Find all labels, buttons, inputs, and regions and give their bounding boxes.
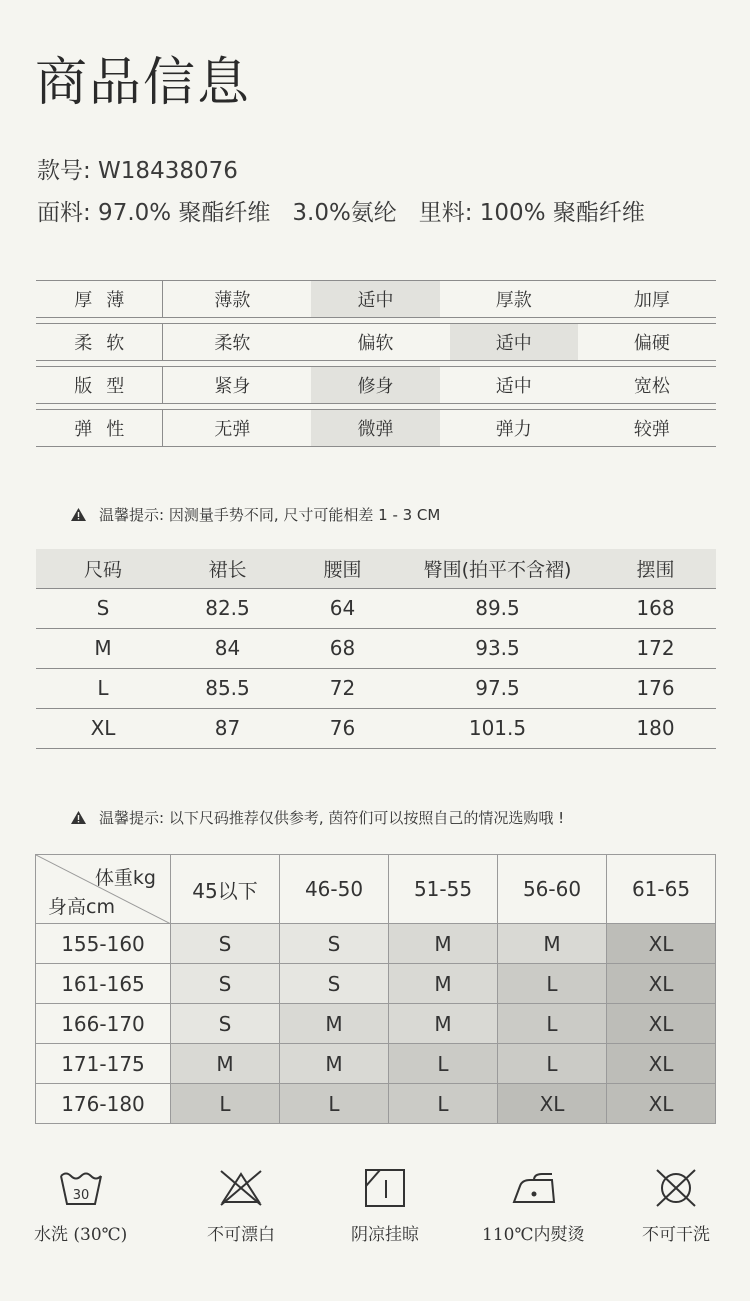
- table-cell: S: [36, 588, 170, 628]
- warning-icon: [70, 810, 87, 825]
- property-option: 适中: [495, 376, 532, 397]
- property-option-selected: 微弹: [311, 410, 439, 446]
- weight-column-header: 51-55: [389, 855, 498, 924]
- table-row: [36, 1084, 716, 1124]
- shade-dry-icon: [362, 1168, 408, 1208]
- size-cell: M: [389, 964, 498, 1004]
- recommend-header: [36, 855, 716, 924]
- table-cell: 85.5: [170, 668, 285, 708]
- table-cell: 180: [595, 708, 716, 748]
- table-cell: 176: [595, 668, 716, 708]
- size-cell: L: [498, 1004, 607, 1044]
- diagonal-header-cell: [36, 855, 171, 924]
- size-cell: L: [389, 1044, 498, 1084]
- property-option: 薄款: [214, 290, 251, 311]
- table-cell: XL: [36, 708, 170, 748]
- weight-column-header: 56-60: [498, 855, 607, 924]
- size-cell: M: [280, 1044, 389, 1084]
- size-cell: M: [280, 1004, 389, 1044]
- care-label: 不可干洗: [642, 1225, 710, 1245]
- size-cell: S: [171, 964, 280, 1004]
- table-row: [36, 628, 716, 668]
- table-cell: 68: [285, 628, 400, 668]
- property-option: 厚款: [495, 290, 532, 311]
- header-size: 尺码: [36, 549, 170, 588]
- care-iron: [482, 1168, 584, 1245]
- size-cell: L: [280, 1084, 389, 1124]
- header-length: 裙长: [170, 549, 285, 588]
- table-cell: 97.5: [400, 668, 595, 708]
- care-bleach: [207, 1168, 275, 1245]
- table-cell: 101.5: [400, 708, 595, 748]
- property-label: 弹性: [36, 410, 163, 446]
- care-label: 阴凉挂晾: [351, 1225, 419, 1245]
- table-cell: 76: [285, 708, 400, 748]
- fabric-composition: 面料: 97.0% 聚酯纤维 3.0%氨纶 里料: 100% 聚酯纤维: [37, 200, 645, 226]
- care-wash: [34, 1168, 127, 1245]
- care-label: 不可漂白: [207, 1225, 275, 1245]
- table-cell: 87: [170, 708, 285, 748]
- property-option-selected: 修身: [311, 367, 439, 403]
- weight-label: 体重kg: [94, 867, 156, 889]
- table-row: [36, 1004, 716, 1044]
- size-cell: L: [171, 1084, 280, 1124]
- size-cell: L: [389, 1084, 498, 1124]
- wash-30-icon: [58, 1168, 104, 1208]
- table-cell: 72: [285, 668, 400, 708]
- table-cell: 89.5: [400, 588, 595, 628]
- size-recommendation-table: [35, 854, 716, 1124]
- size-cell: M: [389, 1004, 498, 1044]
- size-cell: S: [280, 964, 389, 1004]
- property-label: 柔软: [36, 324, 163, 360]
- size-cell: XL: [607, 1044, 716, 1084]
- size-cell: L: [498, 1044, 607, 1084]
- table-cell: 64: [285, 588, 400, 628]
- size-cell: S: [171, 1004, 280, 1044]
- page-title: 商品信息: [35, 53, 252, 113]
- property-row: [36, 280, 716, 318]
- property-option: 较弹: [633, 419, 670, 440]
- care-dryclean: [642, 1168, 710, 1245]
- size-cell: XL: [607, 924, 716, 964]
- table-row: [36, 964, 716, 1004]
- header-hem: 摆围: [595, 549, 716, 588]
- property-option: 偏硬: [633, 333, 670, 354]
- weight-column-header: 46-50: [280, 855, 389, 924]
- property-option-selected: 适中: [450, 324, 578, 360]
- property-option: 紧身: [214, 376, 251, 397]
- property-row: [36, 409, 716, 447]
- header-hip: 臀围(拍平不含褶): [400, 549, 595, 588]
- height-range: 176-180: [36, 1084, 171, 1124]
- property-label: 厚薄: [36, 281, 163, 317]
- style-number: 款号: W18438076: [37, 158, 238, 184]
- property-option: 无弹: [214, 419, 251, 440]
- table-cell: 82.5: [170, 588, 285, 628]
- table-row: [36, 1044, 716, 1084]
- table-cell: 172: [595, 628, 716, 668]
- size-cell: XL: [607, 1084, 716, 1124]
- property-row: [36, 366, 716, 404]
- tip-measurement: [70, 504, 440, 525]
- height-range: 171-175: [36, 1044, 171, 1084]
- iron-icon: [508, 1168, 558, 1208]
- wash-temp: 30: [72, 1188, 89, 1203]
- property-option: 宽松: [633, 376, 670, 397]
- tip-recommend: [70, 807, 564, 828]
- warning-icon: [70, 507, 87, 522]
- property-option-selected: 适中: [311, 281, 439, 317]
- care-dry: [351, 1168, 419, 1245]
- property-label: 版型: [36, 367, 163, 403]
- size-cell: S: [280, 924, 389, 964]
- table-cell: L: [36, 668, 170, 708]
- no-dry-clean-icon: [653, 1168, 699, 1208]
- table-cell: 168: [595, 588, 716, 628]
- size-cell: M: [498, 924, 607, 964]
- table-row: [36, 924, 716, 964]
- size-cell: XL: [607, 1004, 716, 1044]
- care-label: 水洗 (30℃): [34, 1225, 128, 1245]
- table-cell: M: [36, 628, 170, 668]
- size-cell: M: [389, 924, 498, 964]
- weight-column-header: 61-65: [607, 855, 716, 924]
- property-table: [36, 280, 716, 452]
- size-cell: XL: [498, 1084, 607, 1124]
- tip-text: 温馨提示: 以下尺码推荐仅供参考, 茵符们可以按照自己的情况选购哦 !: [99, 809, 565, 827]
- property-option: 加厚: [633, 290, 670, 311]
- height-label: 身高cm: [48, 896, 115, 918]
- table-row: [36, 708, 716, 748]
- height-range: 166-170: [36, 1004, 171, 1044]
- table-row: [36, 668, 716, 708]
- property-row: [36, 323, 716, 361]
- weight-column-header: 45以下: [171, 855, 280, 924]
- property-option: 柔软: [214, 333, 251, 354]
- table-cell: 84: [170, 628, 285, 668]
- height-range: 155-160: [36, 924, 171, 964]
- size-cell: M: [171, 1044, 280, 1084]
- height-range: 161-165: [36, 964, 171, 1004]
- tip-text: 温馨提示: 因测量手势不同, 尺寸可能相差 1 - 3 CM: [99, 506, 441, 524]
- size-table-header: [36, 549, 716, 588]
- size-cell: L: [498, 964, 607, 1004]
- table-row: [36, 588, 716, 628]
- size-table: [36, 549, 716, 749]
- property-option: 弹力: [495, 419, 532, 440]
- header-waist: 腰围: [285, 549, 400, 588]
- size-cell: XL: [607, 964, 716, 1004]
- property-option: 偏软: [357, 333, 394, 354]
- no-bleach-icon: [218, 1168, 264, 1208]
- care-label: 110℃内熨烫: [482, 1225, 585, 1245]
- size-cell: S: [171, 924, 280, 964]
- table-cell: 93.5: [400, 628, 595, 668]
